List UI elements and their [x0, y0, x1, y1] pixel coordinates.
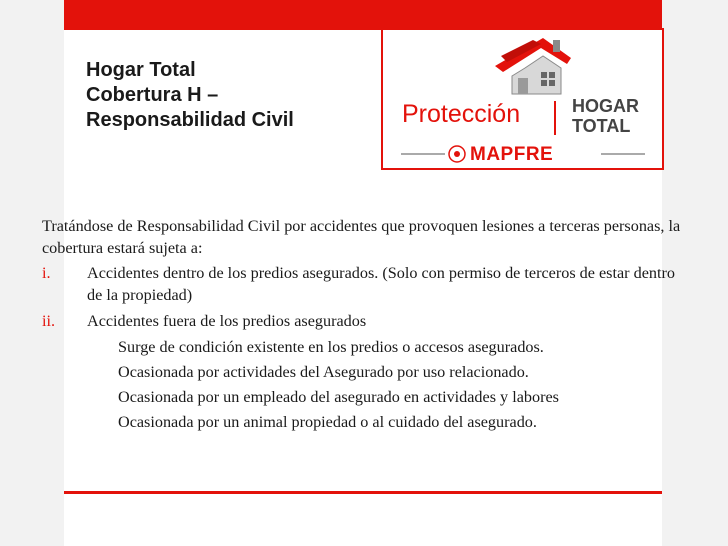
- title-line-1: Hogar Total: [86, 59, 196, 81]
- list-item-text: Accidentes dentro de los predios asegurados. (Solo con permiso de terceros de estar dentro de la propiedad): [87, 264, 675, 304]
- logo-word-hogar: HOGAR: [572, 96, 639, 116]
- slide-title: [86, 58, 294, 133]
- title-line-3: Responsabilidad Civil: [86, 109, 294, 131]
- proteccion-hogar-total-logo: [381, 28, 664, 170]
- sub-item: Ocasionada por un empleado del asegurado en actividades y labores: [118, 388, 559, 406]
- list-marker: i.: [42, 264, 51, 282]
- mapfre-brand: MAPFRE: [470, 144, 554, 165]
- title-line-2: Cobertura H –: [86, 84, 219, 106]
- list-item: [42, 262, 682, 306]
- list-marker: ii.: [42, 312, 56, 330]
- list-item-text: Accidentes fuera de los predios asegurados: [87, 312, 367, 330]
- intro-paragraph: Tratándose de Responsabilidad Civil por accidentes que provoquen lesiones a terceras personas, la cobertura estará sujeta a:: [42, 217, 681, 257]
- list-item: [42, 310, 682, 332]
- top-accent-bar: [64, 0, 662, 30]
- slide-body: [42, 215, 682, 436]
- logo-word-total: TOTAL: [572, 116, 631, 136]
- sub-item: Surge de condición existente en los predios o accesos asegurados.: [118, 338, 544, 356]
- logo-word-proteccion: Protección: [402, 100, 521, 128]
- sub-item: Ocasionada por un animal propiedad o al cuidado del asegurado.: [118, 413, 537, 431]
- bottom-accent-line: [64, 491, 662, 494]
- sub-item: Ocasionada por actividades del Asegurado por uso relacionado.: [118, 363, 529, 381]
